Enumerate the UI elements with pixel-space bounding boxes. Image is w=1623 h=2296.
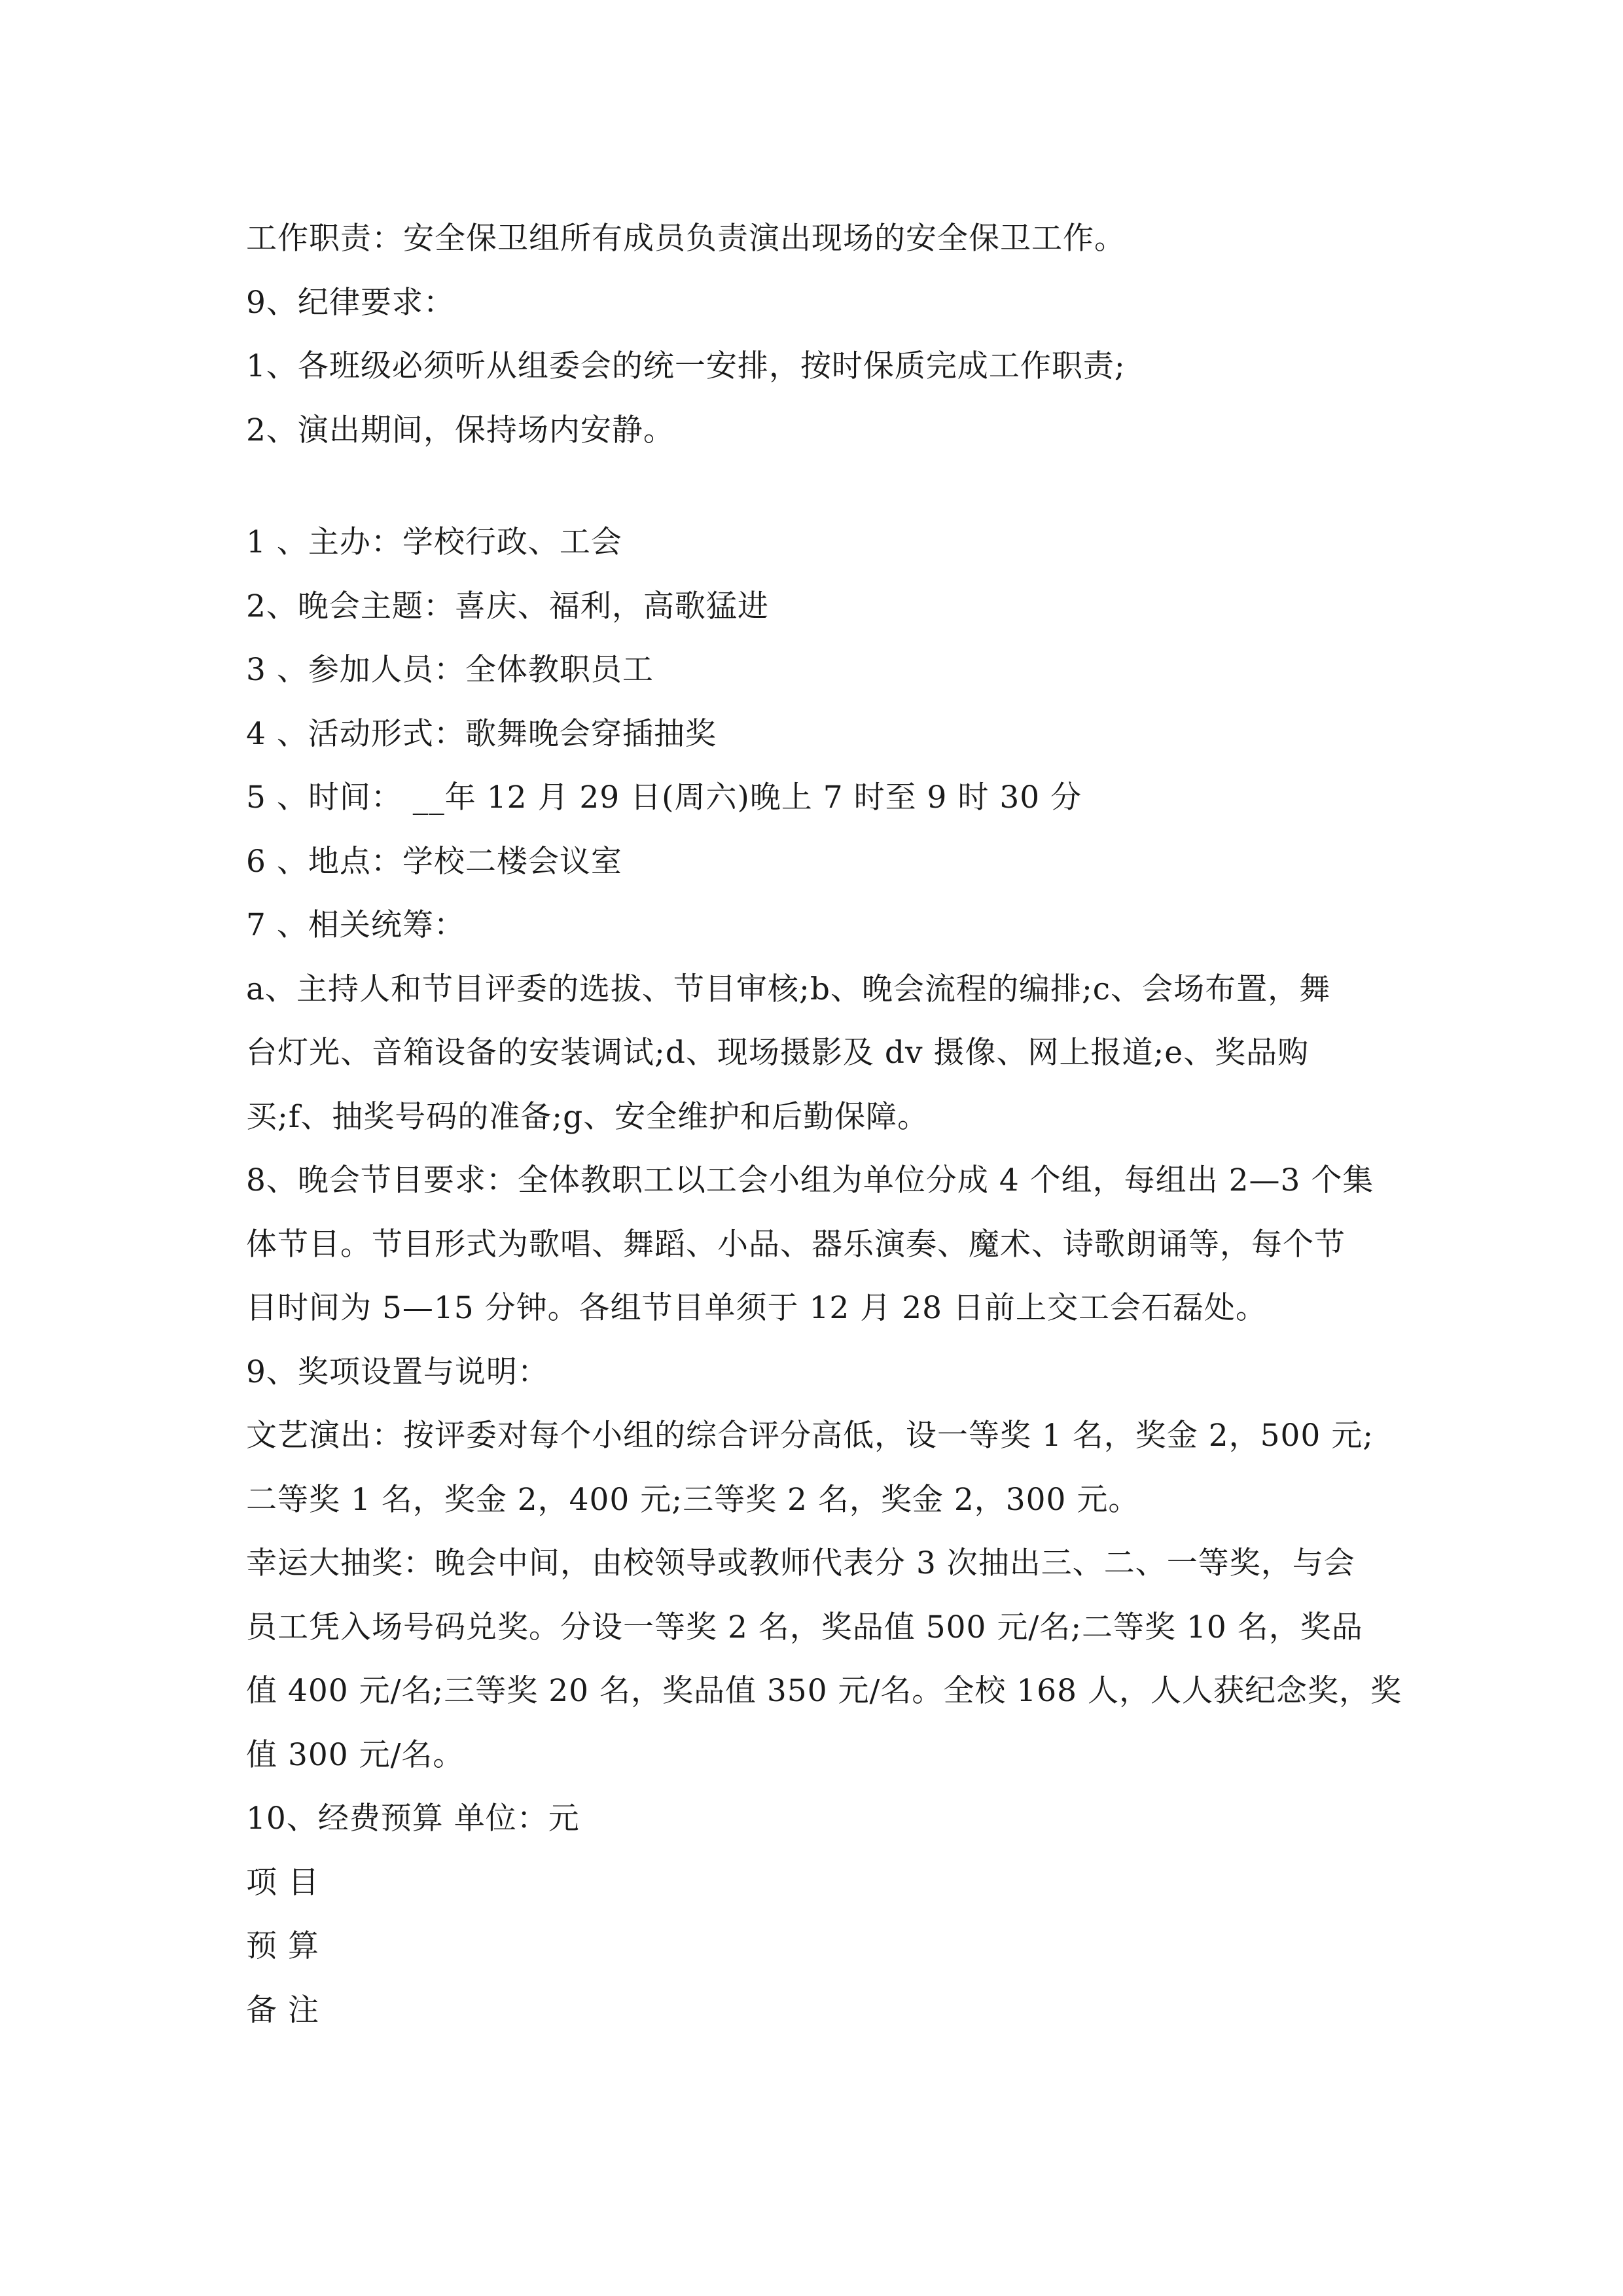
text-line: 1、各班级必须听从组委会的统一安排，按时保质完成工作职责; <box>246 348 1126 384</box>
section-heading: 9、纪律要求： <box>246 284 455 321</box>
text-line: 3 、参加人员：全体教职员工 <box>246 652 654 688</box>
text-line: 二等奖 1 名，奖金 2，400 元;三等奖 2 名，奖金 2，300 元。 <box>246 1481 1140 1518</box>
text-line: 幸运大抽奖：晚会中间，由校领导或教师代表分 3 次抽出三、二、一等奖，与会 <box>246 1545 1355 1581</box>
text-line: 值 400 元/名;三等奖 20 名，奖品值 350 元/名。全校 168 人，人人获纪念奖，奖 <box>246 1673 1402 1709</box>
text-line: 工作职责：安全保卫组所有成员负责演出现场的安全保卫工作。 <box>246 221 1126 257</box>
budget-label: 预 算 <box>246 1928 319 1964</box>
text-line: 值 300 元/名。 <box>246 1736 465 1773</box>
budget-label: 备 注 <box>246 1992 319 2028</box>
budget-label: 项 目 <box>246 1864 319 1901</box>
text-line: a、主持人和节目评委的选拔、节目审核;b、晚会流程的编排;c、会场布置，舞 <box>246 971 1331 1007</box>
section-heading: 9、奖项设置与说明： <box>246 1354 549 1390</box>
text-line: 文艺演出：按评委对每个小组的综合评分高低，设一等奖 1 名，奖金 2，500 元; <box>246 1418 1374 1454</box>
text-line: 目时间为 5—15 分钟。各组节目单须于 12 月 28 日前上交工会石磊处。 <box>246 1290 1267 1326</box>
text-line: 2、演出期间，保持场内安静。 <box>246 412 675 448</box>
text-line: 8、晚会节目要求：全体教职工以工会小组为单位分成 4 个组，每组出 2—3 个集 <box>246 1162 1374 1198</box>
text-line: 1 、主办：学校行政、工会 <box>246 524 622 560</box>
text-line: 体节目。节目形式为歌唱、舞蹈、小品、器乐演奏、魔术、诗歌朗诵等，每个节 <box>246 1226 1346 1263</box>
text-line: 5 、时间： __年 12 月 29 日(周六)晚上 7 时至 9 时 30 分 <box>246 780 1082 816</box>
text-line: 2、晚会主题：喜庆、福利，高歌猛进 <box>246 588 769 624</box>
text-line: 买;f、抽奖号码的准备;g、安全维护和后勤保障。 <box>246 1098 929 1135</box>
text-line: 员工凭入场号码兑奖。分设一等奖 2 名，奖品值 500 元/名;二等奖 10 名，奖品 <box>246 1609 1363 1645</box>
text-line: 4 、活动形式：歌舞晚会穿插抽奖 <box>246 715 717 752</box>
paragraph-gap <box>246 462 1385 511</box>
section-heading: 7 、相关统筹： <box>246 907 465 943</box>
section-heading: 10、经费预算 单位：元 <box>246 1801 580 1837</box>
text-line: 台灯光、音箱设备的安装调试;d、现场摄影及 dv 摄像、网上报道;e、奖品购 <box>246 1035 1310 1071</box>
text-line: 6 、地点：学校二楼会议室 <box>246 843 622 880</box>
document-page <box>246 207 1402 2042</box>
